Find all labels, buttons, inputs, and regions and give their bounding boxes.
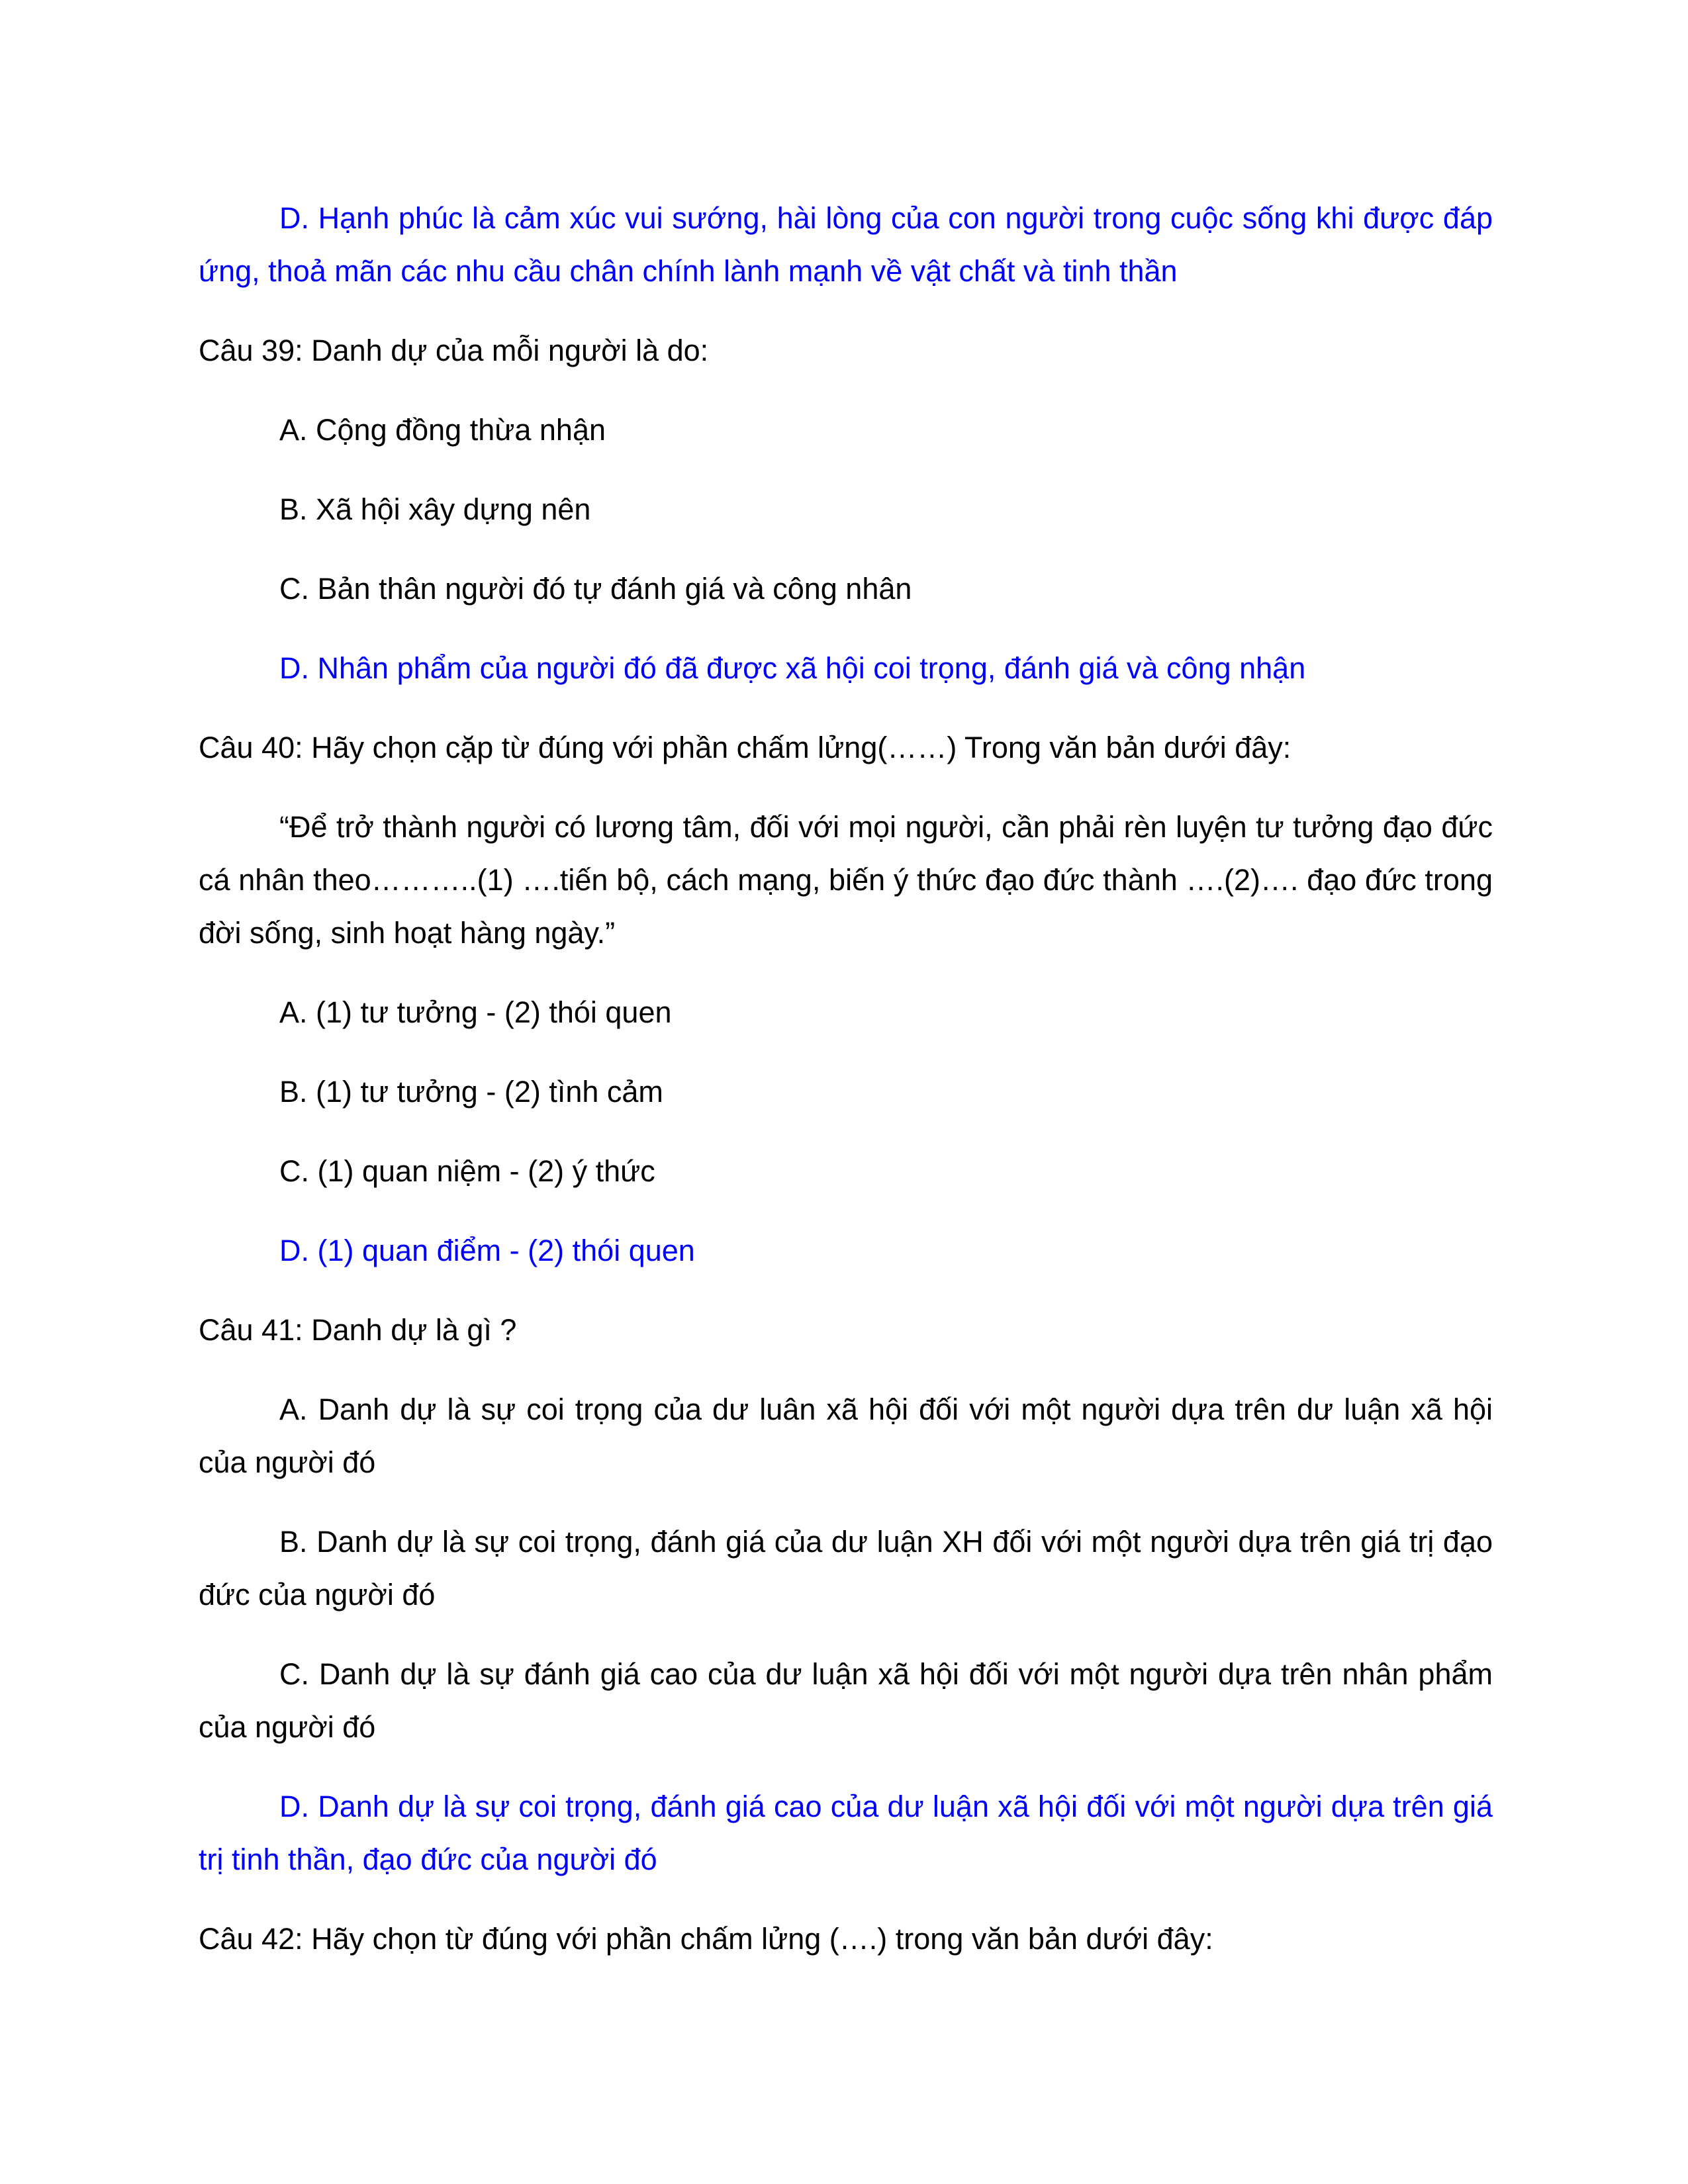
option-a-q41: A. Danh dự là sự coi trọng của dư luân xã hội đối với một người dựa trên dư luận xã hội của người đó bbox=[199, 1392, 1493, 1479]
option-b-q41: B. Danh dự là sự coi trọng, đánh giá của dư luận XH đối với một người dựa trên giá trị đạo đức của người đó bbox=[199, 1525, 1493, 1612]
question-39: Câu 39: Danh dự của mỗi người là do: bbox=[199, 334, 709, 367]
question-40: Câu 40: Hãy chọn cặp từ đúng với phần chấm lửng(……) Trong văn bản dưới đây: bbox=[199, 731, 1291, 764]
option-b-q39: B. Xã hội xây dựng nên bbox=[279, 492, 591, 526]
option-a-q40: A. (1) tư tưởng - (2) thói quen bbox=[279, 995, 672, 1029]
answer-option-d-q41: D. Danh dự là sự coi trọng, đánh giá cao của dư luận xã hội đối với một người dựa trên giá trị tinh thần, đạo đức của người đó bbox=[199, 1790, 1493, 1876]
document-body bbox=[199, 192, 1493, 1992]
question-42: Câu 42: Hãy chọn từ đúng với phần chấm lửng (….) trong văn bản dưới đây: bbox=[199, 1922, 1213, 1956]
option-c-q41: C. Danh dự là sự đánh giá cao của dư luận xã hội đối với một người dựa trên nhân phẩm của người đó bbox=[199, 1657, 1493, 1744]
option-b-q40: B. (1) tư tưởng - (2) tình cảm bbox=[279, 1075, 663, 1109]
answer-option-d-q38: D. Hạnh phúc là cảm xúc vui sướng, hài lòng của con người trong cuộc sống khi được đáp ứng, thoả mãn các nhu cầu chân chính lành mạnh về vật chất và tinh thần bbox=[199, 201, 1493, 288]
option-c-q39: C. Bản thân người đó tự đánh giá và công nhân bbox=[279, 572, 912, 606]
option-a-q39: A. Cộng đồng thừa nhận bbox=[279, 413, 606, 447]
option-c-q40: C. (1) quan niệm - (2) ý thức bbox=[279, 1154, 655, 1188]
quote-q40: “Để trở thành người có lương tâm, đối với mọi người, cần phải rèn luyện tư tưởng đạo đức cá nhân theo………..(1) ….tiến bộ, cách mạng, biến ý thức đạo đức thành ….(2)…. đạo đức trong đời sống, sinh hoạt hàng ngày.” bbox=[199, 810, 1493, 950]
answer-option-d-q39: D. Nhân phẩm của người đó đã được xã hội coi trọng, đánh giá và công nhận bbox=[279, 651, 1306, 685]
answer-option-d-q40: D. (1) quan điểm - (2) thói quen bbox=[279, 1234, 695, 1267]
question-41: Câu 41: Danh dự là gì ? bbox=[199, 1313, 517, 1347]
